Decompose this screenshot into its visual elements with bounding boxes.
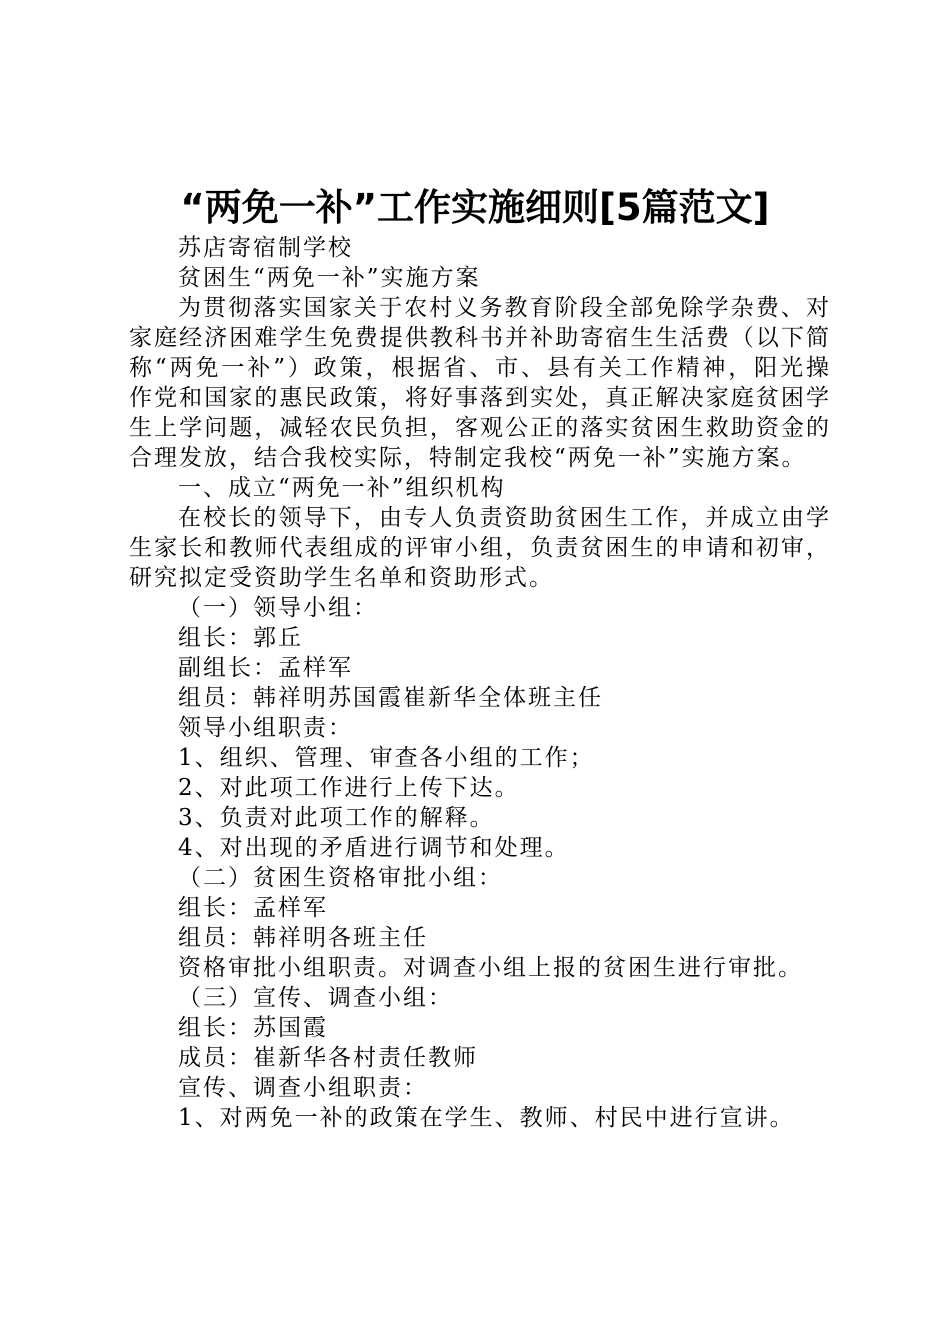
- approval-members-line: 组员：韩祥明各班主任: [178, 925, 428, 951]
- members-line: 组员：韩祥明苏国霞崔新华全体班主任: [178, 685, 603, 711]
- publicity-leader-line: 组长：苏国霞: [178, 1015, 328, 1041]
- leader-line: 组长：郭丘: [178, 625, 303, 651]
- document-body: [129, 233, 831, 1133]
- subsection-heading-approval: （二）贫困生资格审批小组：: [178, 865, 503, 891]
- section-1-paragraph: 在校长的领导下，由专人负责资助贫困生工作，并成立由学生家长和教师代表组成的评审小组，负责贫困生的申请和初审，研究拟定受资助学生名单和资助形式。: [129, 505, 831, 591]
- subsection-heading-leadership: （一）领导小组：: [178, 595, 378, 621]
- duties-heading-line: 领导小组职责：: [178, 715, 353, 741]
- approval-duties-line: 资格审批小组职责。对调查小组上报的贫困生进行审批。: [178, 955, 803, 981]
- plan-subtitle-line: 贫困生“两免一补”实施方案: [178, 265, 481, 291]
- document-title: “两免一补”工作实施细则[5篇范文]: [180, 186, 770, 229]
- section-heading-1: 一、成立“两免一补”组织机构: [178, 475, 506, 501]
- subsection-heading-publicity: （三）宣传、调查小组：: [178, 985, 453, 1011]
- duty-item-2: 2、对此项工作进行上传下达。: [178, 775, 520, 801]
- intro-paragraph: 为贯彻落实国家关于农村义务教育阶段全部免除学杂费、对家庭经济困难学生免费提供教科书并补助寄宿生生活费（以下简称“两免一补”）政策，根据省、市、县有关工作精神，阳光操作党和国家的惠民政策，将好事落到实处，真正解决家庭贫困学生上学问题，减轻农民负担，客观公正的落实贫困生救助资金的合理发放，结合我校实际，特制定我校“两免一补”实施方案。: [129, 295, 831, 471]
- publicity-members-line: 成员：崔新华各村责任教师: [178, 1045, 478, 1071]
- approval-leader-line: 组长：孟样军: [178, 895, 328, 921]
- duty-item-1: 1、组织、管理、审查各小组的工作；: [178, 745, 595, 771]
- duty-item-4: 4、对出现的矛盾进行调节和处理。: [178, 835, 570, 861]
- publicity-duty-item-1: 1、对两免一补的政策在学生、教师、村民中进行宣讲。: [178, 1105, 795, 1131]
- school-name-line: 苏店寄宿制学校: [178, 235, 353, 261]
- duty-item-3: 3、负责对此项工作的解释。: [178, 805, 495, 831]
- publicity-duties-heading-line: 宣传、调查小组职责：: [178, 1075, 428, 1101]
- deputy-leader-line: 副组长：孟样军: [178, 655, 353, 681]
